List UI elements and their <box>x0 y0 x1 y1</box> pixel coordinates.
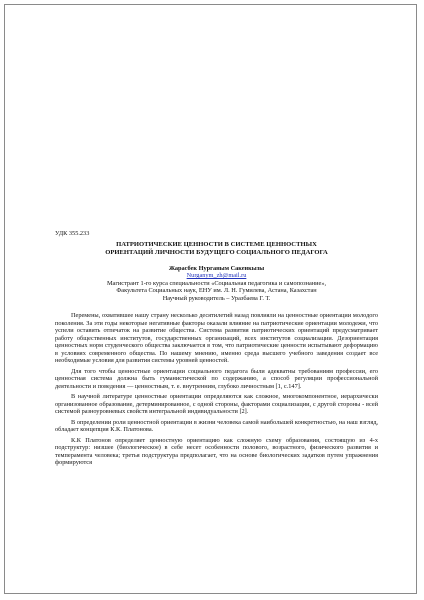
author-email-link[interactable]: Nurganym_zh@mail.ru <box>186 272 247 280</box>
document-page <box>55 230 378 470</box>
title-line-1: ПАТРИОТИЧЕСКИЕ ЦЕННОСТИ В СИСТЕМЕ ЦЕННОСТНЫХ <box>116 240 317 248</box>
affiliation-line-2: Факультета Социальных наук, ЕНУ им. Л. Н. Гумилева, Астана, Казахстан <box>116 287 317 295</box>
udk-code: УДК 355.233 <box>55 230 90 237</box>
article-body <box>55 312 378 467</box>
author-name: Жарасбек Нурганым Сакенкызы <box>168 264 265 272</box>
supervisor: Научный руководитель – Уразбаева Г. Т. <box>162 294 271 302</box>
author-block <box>55 265 378 303</box>
title-line-2: ОРИЕНТАЦИЙ ЛИЧНОСТИ БУДУЩЕГО СОЦИАЛЬНОГО ПЕДАГОГА <box>105 248 328 256</box>
paragraph-2: Для того чтобы ценностные ориентации социального педагога были адекватны требованиям профессии, его ценностная система должна быть гуманистической по содержанию, а способ регуляции профессиональной деятельности и поведения — ценностным, т. е. внутренним, глубоко личностным [1, с.147]. <box>55 367 378 390</box>
affiliation-line-1: Магистрант 1-го курса специальности «Социальная педагогика и самопознание», <box>106 279 327 287</box>
paragraph-1: Перемены, охватившее нашу страну несколько десятилетий назад повлияли на ценностные ориентации молодого поколения. За эти годы некоторые негативные факторы оказали влияние на патриотические ориентации молодежи, что успели оставить отпечаток на развитие общества. Система развития патриотических ориентаций предусматривает работу общественных институтов, государственных организаций, всех институтов социализации. Дезориентация ценностных норм студенческого общества заключается в том, что патриотические ценности испытывают деформацию в условиях современного общества. По нашему мнению, именно среда высшего учебного заведения создает все необходимые условия для развития системы уровней ценностей. <box>55 312 378 365</box>
page-frame <box>4 4 417 594</box>
article-title <box>55 241 378 257</box>
paragraph-5: К.К Платонов определяет ценностную ориентацию как сложную схему образования, состоящую из 4-х подструктур: низшее (биологическое) в себе несет особенности полового, возрастного, физического развития и темперамента человека; третья подструктура предполагает, что на основе биологических задатков путем упражнения формируются <box>55 436 378 467</box>
paragraph-3: В научной литературе ценностные ориентации определяются как сложное, многокомпонентное, иерархически организованное образование, детерминированное, с одной стороны, факторами социализации, с другой стороны - всей системой разноуровневых свойств интегральной индивидуальности [2]. <box>55 393 378 416</box>
paragraph-4: В определении роли ценностной ориентации в жизни человека самой наибольшей конкретностью, на наш взгляд, обладает концепция К.К. Платонова. <box>55 418 378 434</box>
